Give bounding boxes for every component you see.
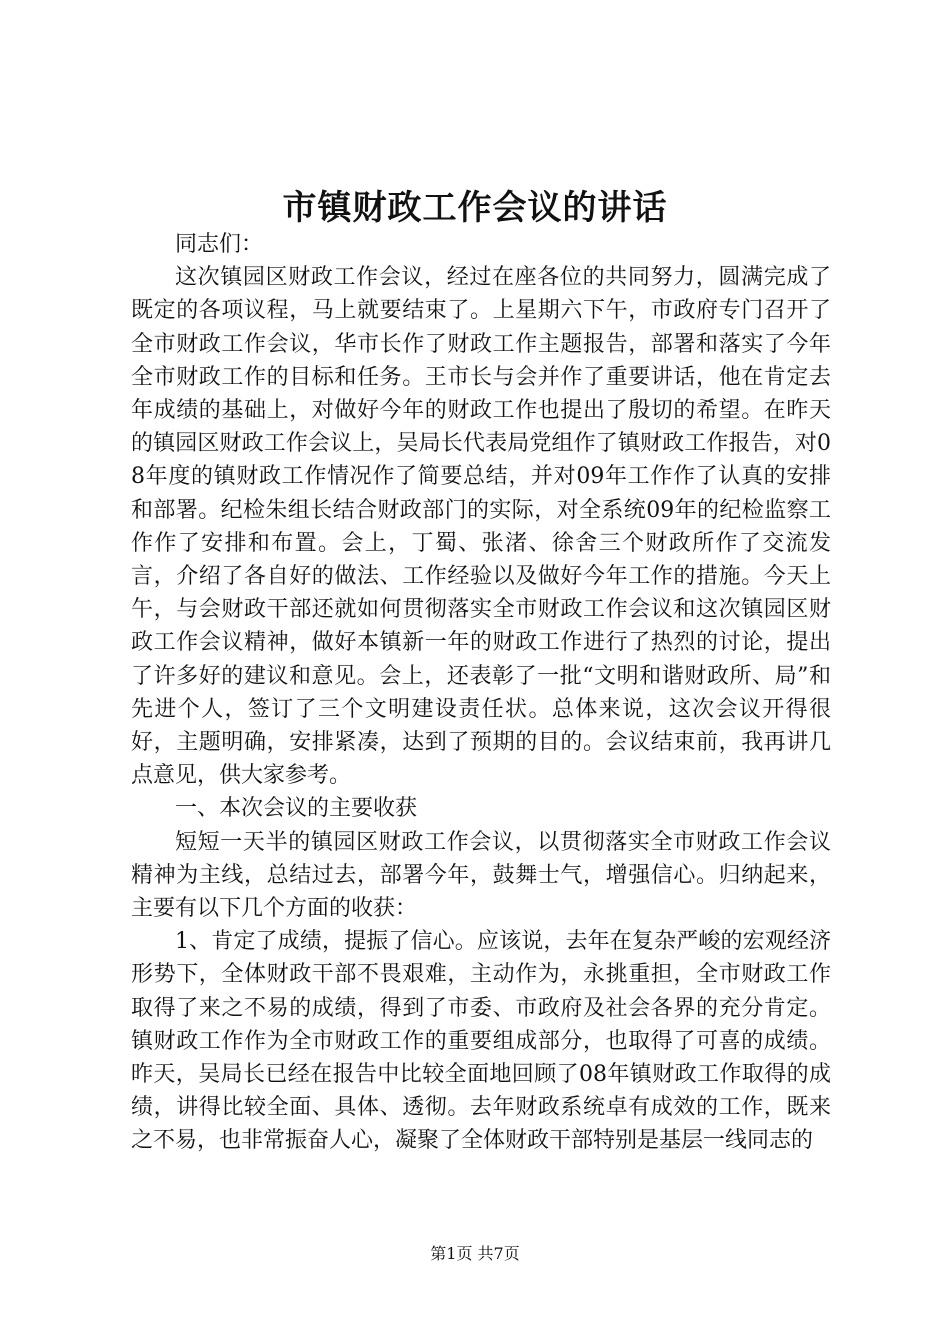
document-title: 市镇财政工作会议的讲话 [282,188,668,228]
salutation: 同志们： [175,232,264,257]
paragraph-1: 这次镇园区财政工作会议，经过在座各位的共同努力，圆满完成了既定的各项议程，马上就要结束了。上星期六下午，市政府专门召开了全市财政工作会议，华市长作了财政工作主题报告，部署和落实了今年全市财政工作的目标和任务。王市长与会并作了重要讲话，他在肯定去年成绩的基础上，对做好今年的财政工作也提出了殷切的希望。在昨天的镇园区财政工作会议上，吴局长代表局党组作了镇财政工作报告，对08年度的镇财政工作情况作了简要总结，并对09年工作作了认真的安排和部署。纪检朱组长结合财政部门的实际，对全系统09年的纪检监察工作作了安排和布置。会上，丁蜀、张渚、徐舍三个财政所作了交流发言，介绍了各自好的做法、工作经验以及做好今年工作的措施。今天上午，与会财政干部还就如何贯彻落实全市财政工作会议和这次镇园区财政工作会议精神，做好本镇新一年的财政工作进行了热烈的讨论，提出了许多好的建议和意见。会上，还表彰了一批“文明和谐财政所、局”和先进个人，签订了三个文明建设责任状。总体来说，这次会议开得很好，主题明确，安排紧凑，达到了预期的目的。会议结束前，我再讲几点意见，供大家参考。 [131,265,831,789]
paragraph-3: 1、肯定了成绩，提振了信心。应该说，去年在复杂严峻的宏观经济形势下，全体财政干部不畏艰难，主动作为，永挑重担，全市财政工作取得了来之不易的成绩，得到了市委、市政府及社会各界的充分肯定。镇财政工作作为全市财政工作的重要组成部分，也取得了可喜的成绩。昨天，吴局长已经在报告中比较全面地回顾了08年镇财政工作取得的成绩，讲得比较全面、具体、透彻。去年财政系统卓有成效的工作，既来之不易，也非常振奋人心，凝聚了全体财政干部特别是基层一线同志的 [131,929,831,1154]
document-body [131,228,831,1158]
section-1-heading: 一、本次会议的主要收获 [175,796,418,822]
paragraph-2: 短短一天半的镇园区财政工作会议，以贯彻落实全市财政工作会议精神为主线，总结过去，部署今年，鼓舞士气，增强信心。归纳起来，主要有以下几个方面的收获： [131,829,831,922]
page-number-footer: 第1页 共7页 [430,1244,520,1263]
